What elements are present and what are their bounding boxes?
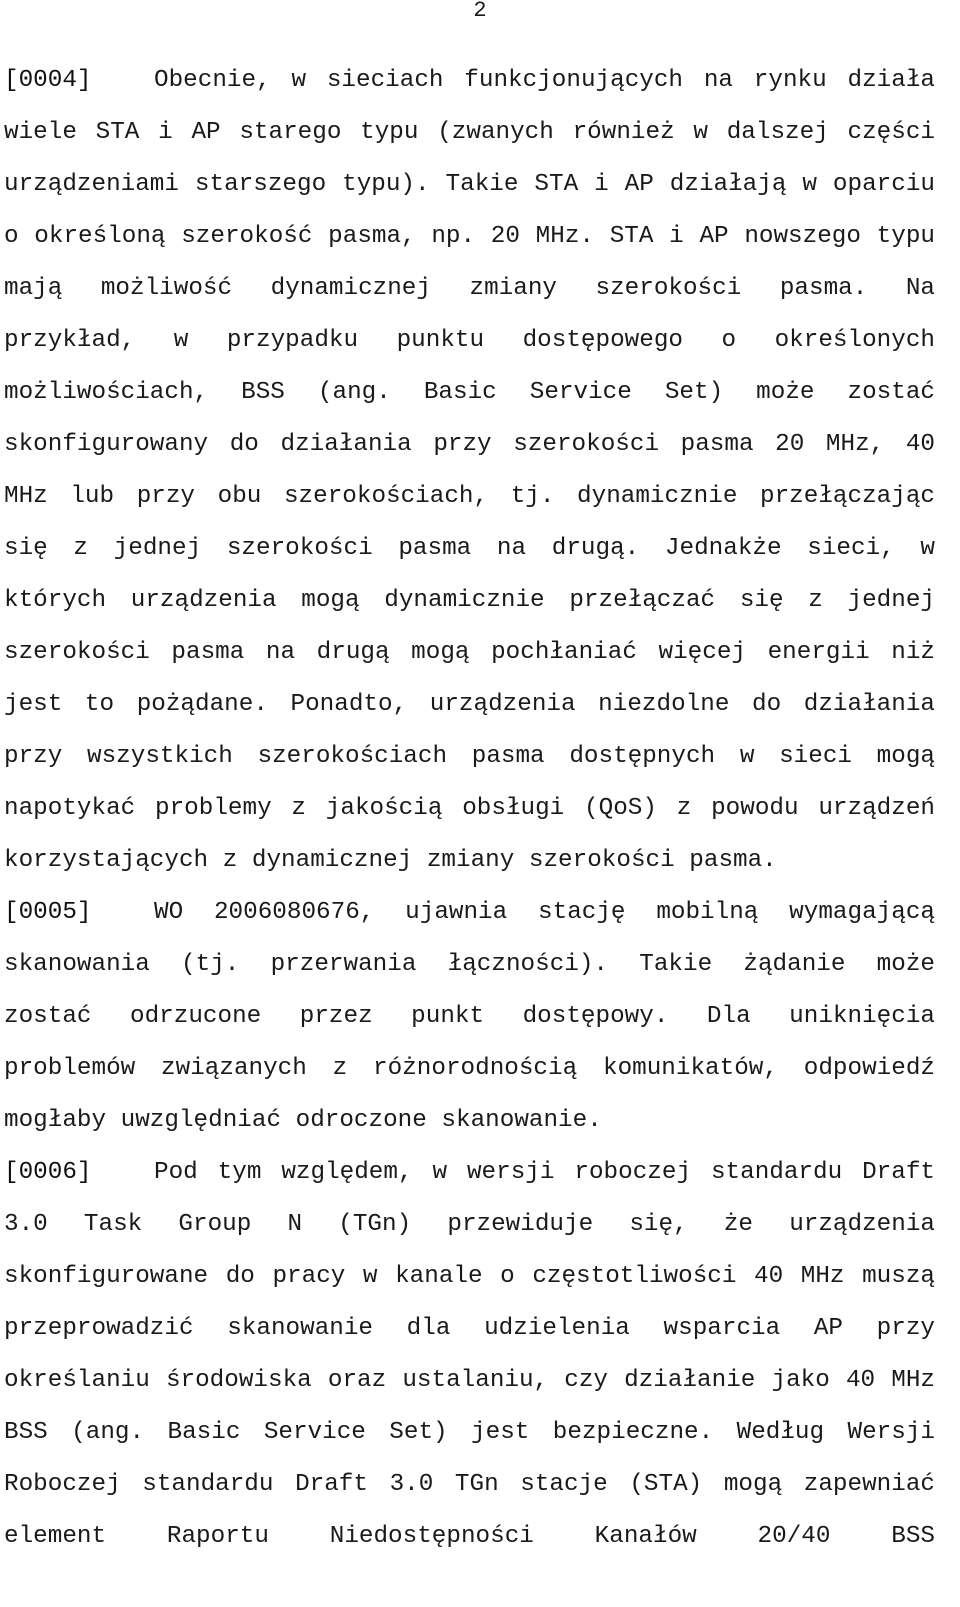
paragraph-number: [0004] [4,67,92,94]
paragraph-number: [0005] [4,899,92,926]
paragraph-text: Pod tym względem, w wersji roboczej standardu Draft 3.0 Task Group N (TGn) przewiduje się, że urządzenia skonfigurowane do pracy w kanale o częstotliwości 40 MHz muszą przeprowadzić skanowanie dla udzielenia wsparcia AP przy określaniu środowiska oraz ustalaniu, czy działanie jako 40 MHz BSS (ang. Basic Service Set) jest bezpieczne. Według Wersji Roboczej standardu Draft 3.0 TGn stacje (STA) mogą zapewniać element Raportu Niedostępności Kanałów 20/40 BSS [4,1159,935,1550]
page-number: 2 [473,0,487,23]
paragraph-number: [0006] [4,1159,92,1186]
document-body [4,55,935,1563]
paragraph-text: WO 2006080676, ujawnia stację mobilną wymagającą skanowania (tj. przerwania łączności). Takie żądanie może zostać odrzucone przez punkt dostępowy. Dla uniknięcia problemów związanych z różnorodnością komunikatów, odpowiedź mogłaby uwzględniać odroczone skanowanie. [4,899,935,1134]
paragraph-text: Obecnie, w sieciach funkcjonujących na rynku działa wiele STA i AP starego typu (zwanych również w dalszej części urządzeniami starszego typu). Takie STA i AP działają w oparciu o określoną szerokość pasma, np. 20 MHz. STA i AP nowszego typu mają możliwość dynamicznej zmiany szerokości pasma. Na przykład, w przypadku punktu dostępowego o określonych możliwościach, BSS (ang. Basic Service Set) może zostać skonfigurowany do działania przy szerokości pasma 20 MHz, 40 MHz lub przy obu szerokościach, tj. dynamicznie przełączając się z jednej szerokości pasma na drugą. Jednakże sieci, w których urządzenia mogą dynamicznie przełączać się z jednej szerokości pasma na drugą mogą pochłaniać więcej energii niż jest to pożądane. Ponadto, urządzenia niezdolne do działania przy wszystkich szerokościach pasma dostępnych w sieci mogą napotykać problemy z jakością obsługi (QoS) z powodu urządzeń korzystających z dynamicznej zmiany szerokości pasma. [4,67,935,874]
paragraph-0006 [4,1147,935,1563]
paragraph-0004 [4,55,935,887]
paragraph-0005 [4,887,935,1147]
